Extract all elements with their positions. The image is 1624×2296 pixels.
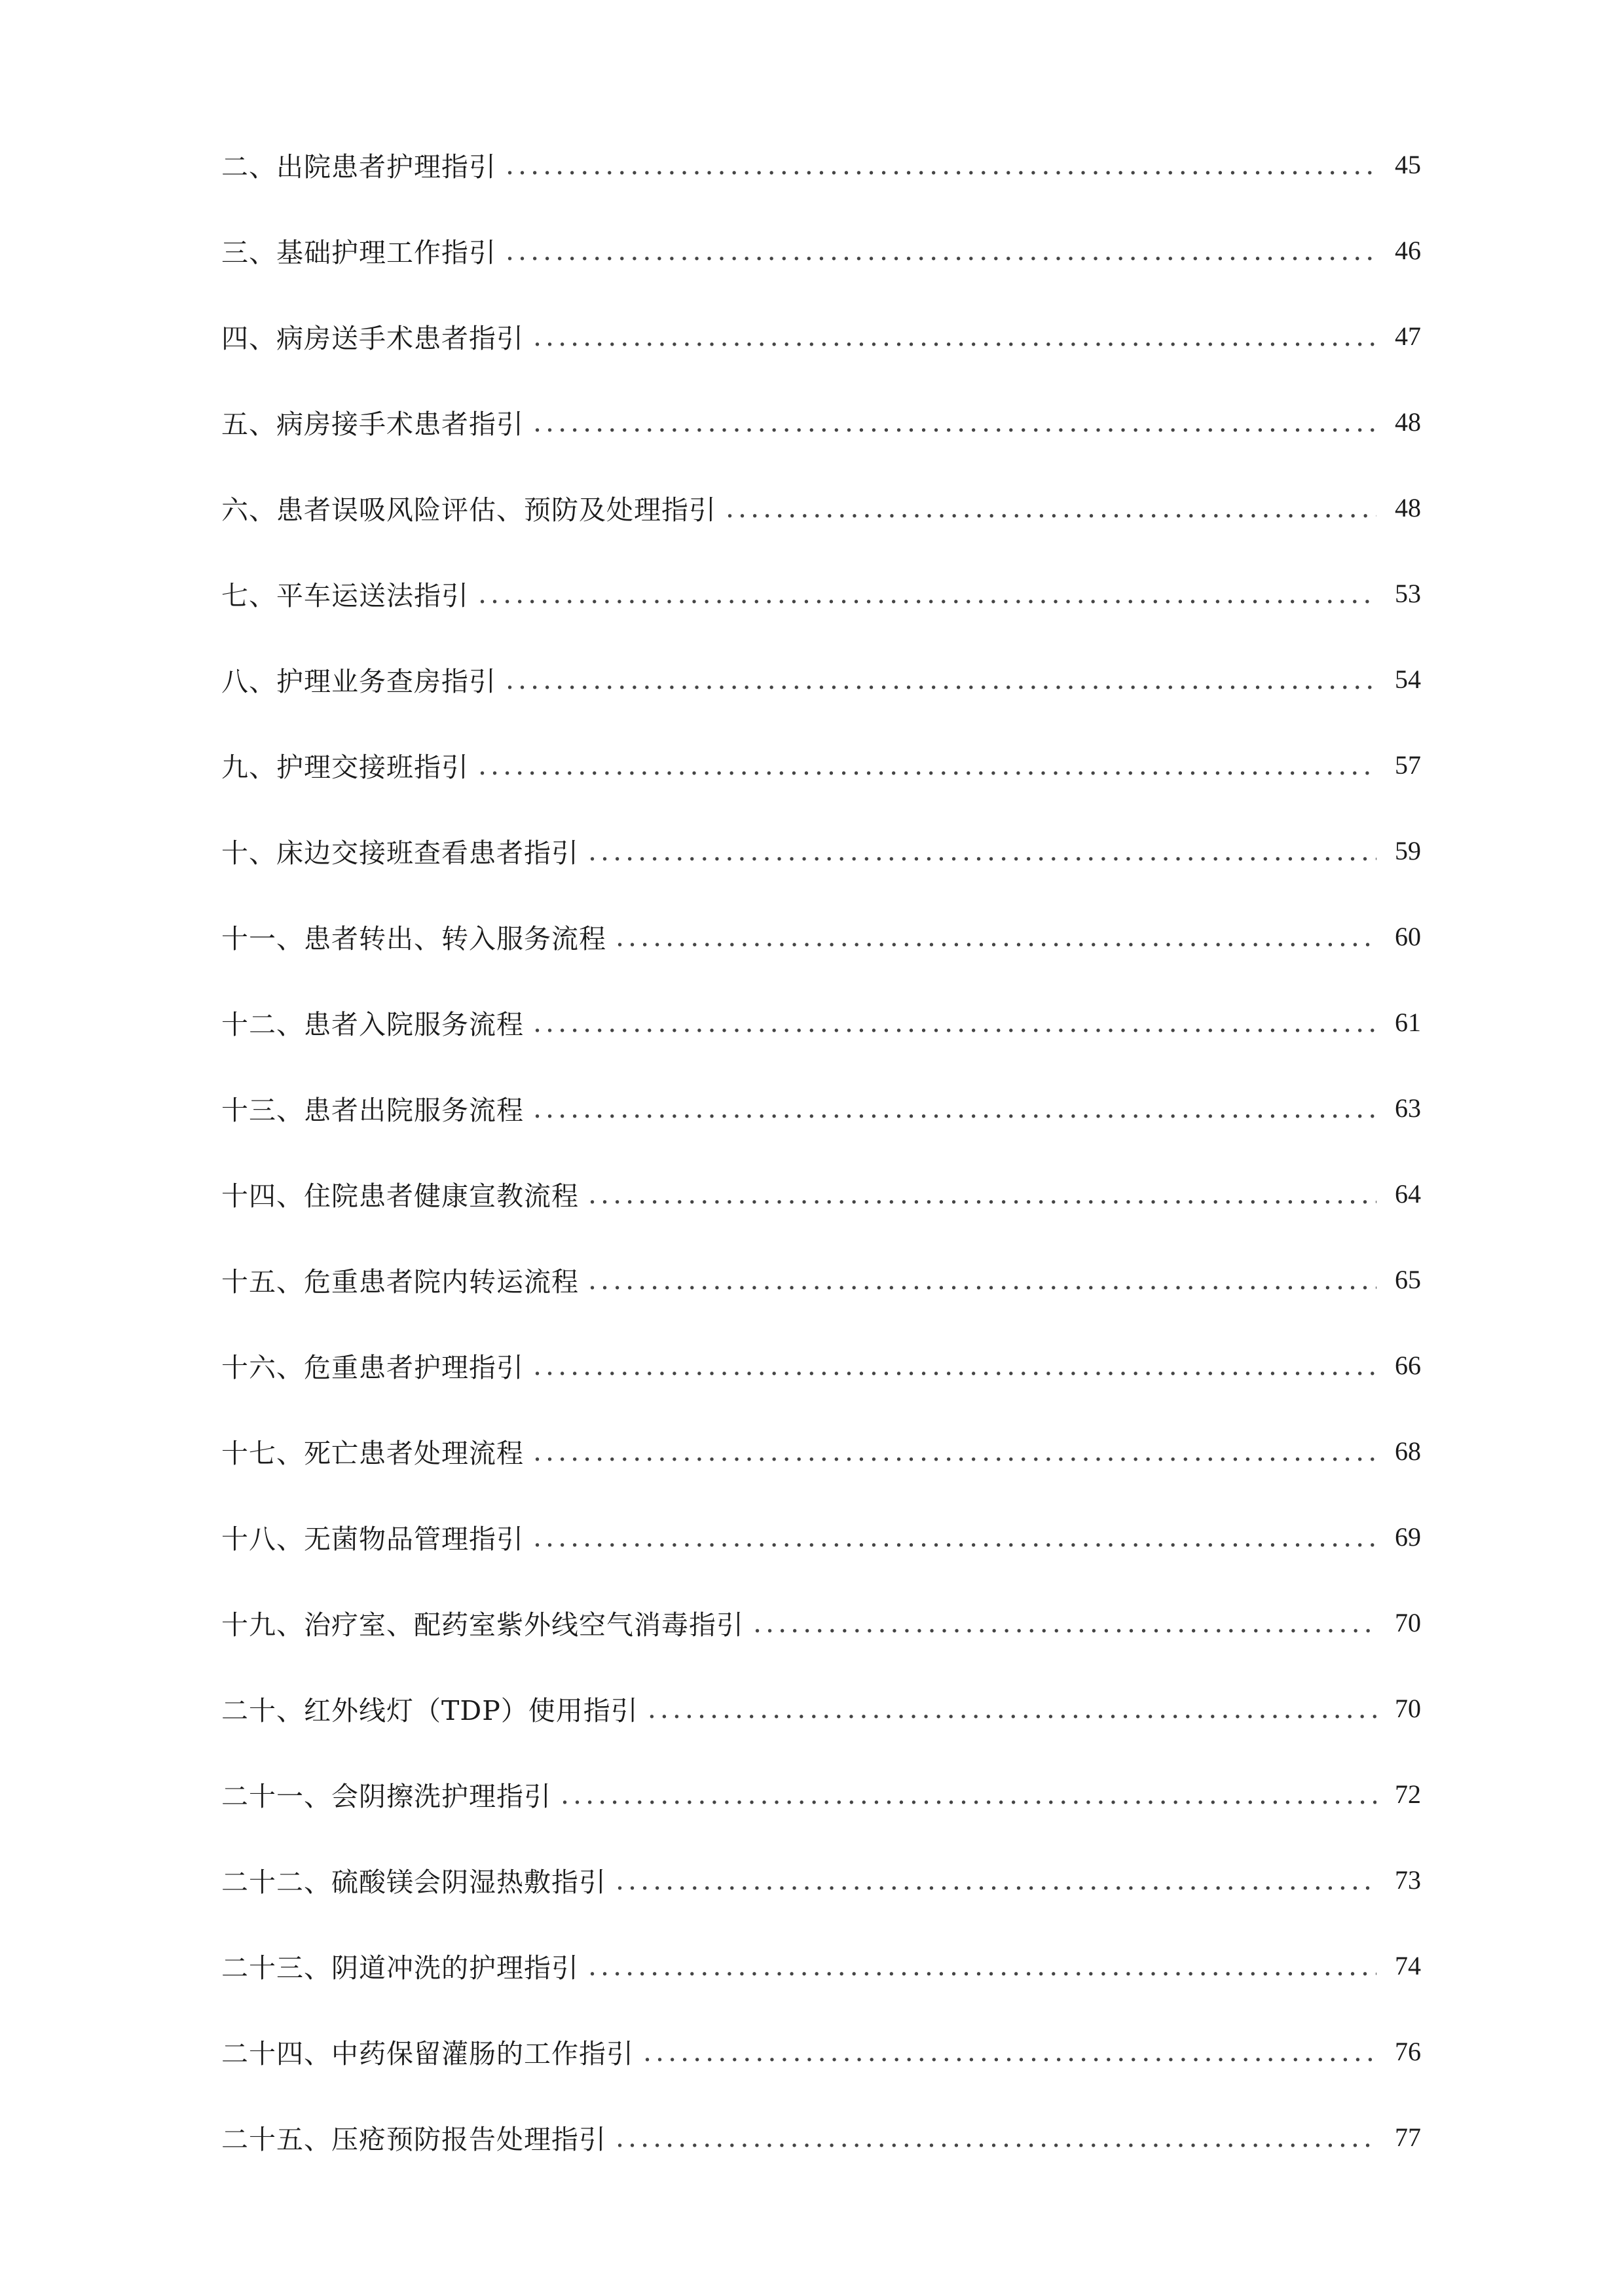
toc-entry-page: 66 — [1395, 1351, 1421, 1380]
toc-dot-leader — [533, 1093, 1376, 1124]
toc-entry[interactable] — [221, 808, 1421, 894]
toc-entry-page: 47 — [1395, 321, 1421, 351]
toc-dot-leader — [533, 1350, 1376, 1381]
toc-entry-title: 二十、红外线灯（TDP）使用指引 — [221, 1695, 638, 1726]
toc-entry-title: 十二、患者入院服务流程 — [221, 1009, 524, 1040]
toc-dot-leader — [506, 235, 1376, 266]
toc-entry-page: 48 — [1395, 407, 1421, 437]
toc-entry-page: 45 — [1395, 150, 1421, 179]
toc-entry-title: 三、基础护理工作指引 — [221, 237, 496, 268]
toc-entry[interactable] — [221, 208, 1421, 293]
toc-dot-leader — [616, 2122, 1376, 2153]
toc-entry-page: 64 — [1395, 1179, 1421, 1209]
toc-entry-title: 九、护理交接班指引 — [221, 752, 469, 783]
toc-entry[interactable] — [221, 293, 1421, 379]
toc-entry[interactable] — [221, 894, 1421, 979]
toc-entry-page: 70 — [1395, 1608, 1421, 1637]
toc-entry-title: 十九、治疗室、配药室紫外线空气消毒指引 — [221, 1609, 744, 1641]
toc-entry-page: 70 — [1395, 1694, 1421, 1723]
toc-entry-page: 77 — [1395, 2123, 1421, 2152]
toc-entry[interactable] — [221, 1151, 1421, 1237]
toc-entry[interactable] — [221, 2094, 1421, 2180]
toc-entry-page: 69 — [1395, 1522, 1421, 1552]
table-of-contents — [221, 122, 1421, 2180]
toc-entry[interactable] — [221, 1580, 1421, 1666]
toc-entry-title: 二十二、硫酸镁会阴湿热敷指引 — [221, 1867, 606, 1898]
toc-entry-title: 十五、危重患者院内转运流程 — [221, 1266, 579, 1298]
toc-dot-leader — [588, 1950, 1376, 1982]
toc-entry-title: 八、护理业务查房指引 — [221, 666, 496, 697]
toc-entry-page: 65 — [1395, 1265, 1421, 1294]
toc-dot-leader — [533, 407, 1376, 438]
toc-entry-title: 二十一、会阴擦洗护理指引 — [221, 1781, 551, 1812]
toc-entry-title: 二十三、阴道冲洗的护理指引 — [221, 1952, 579, 1984]
toc-entry[interactable] — [221, 465, 1421, 551]
toc-dot-leader — [616, 921, 1376, 953]
toc-entry-title: 十三、患者出院服务流程 — [221, 1095, 524, 1126]
toc-dot-leader — [588, 1264, 1376, 1296]
toc-entry-page: 61 — [1395, 1008, 1421, 1037]
toc-entry-title: 五、病房接手术患者指引 — [221, 409, 524, 440]
toc-entry[interactable] — [221, 122, 1421, 208]
toc-entry[interactable] — [221, 979, 1421, 1065]
toc-entry[interactable] — [221, 1923, 1421, 2009]
toc-entry[interactable] — [221, 1237, 1421, 1322]
toc-dot-leader — [506, 664, 1376, 695]
toc-entry-title: 十一、患者转出、转入服务流程 — [221, 923, 606, 955]
toc-entry-title: 十四、住院患者健康宣教流程 — [221, 1180, 579, 1212]
toc-entry-title: 六、患者误吸风险评估、预防及处理指引 — [221, 494, 716, 526]
toc-dot-leader — [478, 578, 1376, 610]
toc-entry-page: 46 — [1395, 236, 1421, 265]
toc-entry-page: 72 — [1395, 1779, 1421, 1809]
toc-entry[interactable] — [221, 1751, 1421, 1837]
toc-entry[interactable] — [221, 1837, 1421, 1923]
toc-entry[interactable] — [221, 1322, 1421, 1408]
toc-entry-title: 十、床边交接班查看患者指引 — [221, 837, 579, 869]
toc-dot-leader — [478, 750, 1376, 781]
toc-entry-page: 54 — [1395, 665, 1421, 694]
toc-dot-leader — [533, 1436, 1376, 1467]
toc-dot-leader — [753, 1607, 1376, 1639]
toc-entry-title: 十八、无菌物品管理指引 — [221, 1523, 524, 1555]
toc-entry-title: 二、出院患者护理指引 — [221, 151, 496, 183]
toc-dot-leader — [533, 1522, 1376, 1553]
toc-dot-leader — [588, 1178, 1376, 1210]
toc-entry-title: 十七、死亡患者处理流程 — [221, 1438, 524, 1469]
toc-entry[interactable] — [221, 1494, 1421, 1580]
toc-entry[interactable] — [221, 1408, 1421, 1494]
toc-entry-page: 57 — [1395, 750, 1421, 780]
toc-entry-page: 74 — [1395, 1951, 1421, 1980]
toc-entry-page: 73 — [1395, 1865, 1421, 1895]
toc-entry[interactable] — [221, 722, 1421, 808]
toc-entry-title: 七、平车运送法指引 — [221, 580, 469, 611]
toc-dot-leader — [648, 1693, 1376, 1724]
toc-entry[interactable] — [221, 379, 1421, 465]
toc-entry-page: 63 — [1395, 1093, 1421, 1123]
toc-entry[interactable] — [221, 636, 1421, 722]
toc-dot-leader — [533, 321, 1376, 352]
toc-entry-page: 48 — [1395, 493, 1421, 522]
toc-entry-page: 53 — [1395, 579, 1421, 608]
toc-dot-leader — [643, 2036, 1376, 2068]
toc-entry-page: 60 — [1395, 922, 1421, 951]
toc-entry[interactable] — [221, 1666, 1421, 1751]
toc-dot-leader — [533, 1007, 1376, 1038]
toc-entry-title: 二十四、中药保留灌肠的工作指引 — [221, 2038, 634, 2069]
toc-entry-title: 四、病房送手术患者指引 — [221, 323, 524, 354]
toc-dot-leader — [616, 1865, 1376, 1896]
toc-dot-leader — [561, 1779, 1376, 1810]
toc-dot-leader — [588, 835, 1376, 867]
toc-entry-page: 59 — [1395, 836, 1421, 866]
toc-dot-leader — [726, 492, 1376, 524]
toc-entry[interactable] — [221, 551, 1421, 636]
toc-entry-title: 二十五、压疮预防报告处理指引 — [221, 2124, 606, 2155]
toc-entry-page: 76 — [1395, 2037, 1421, 2066]
toc-entry-title: 十六、危重患者护理指引 — [221, 1352, 524, 1383]
toc-entry[interactable] — [221, 2009, 1421, 2094]
toc-dot-leader — [506, 149, 1376, 181]
toc-entry-page: 68 — [1395, 1436, 1421, 1466]
toc-entry[interactable] — [221, 1065, 1421, 1151]
